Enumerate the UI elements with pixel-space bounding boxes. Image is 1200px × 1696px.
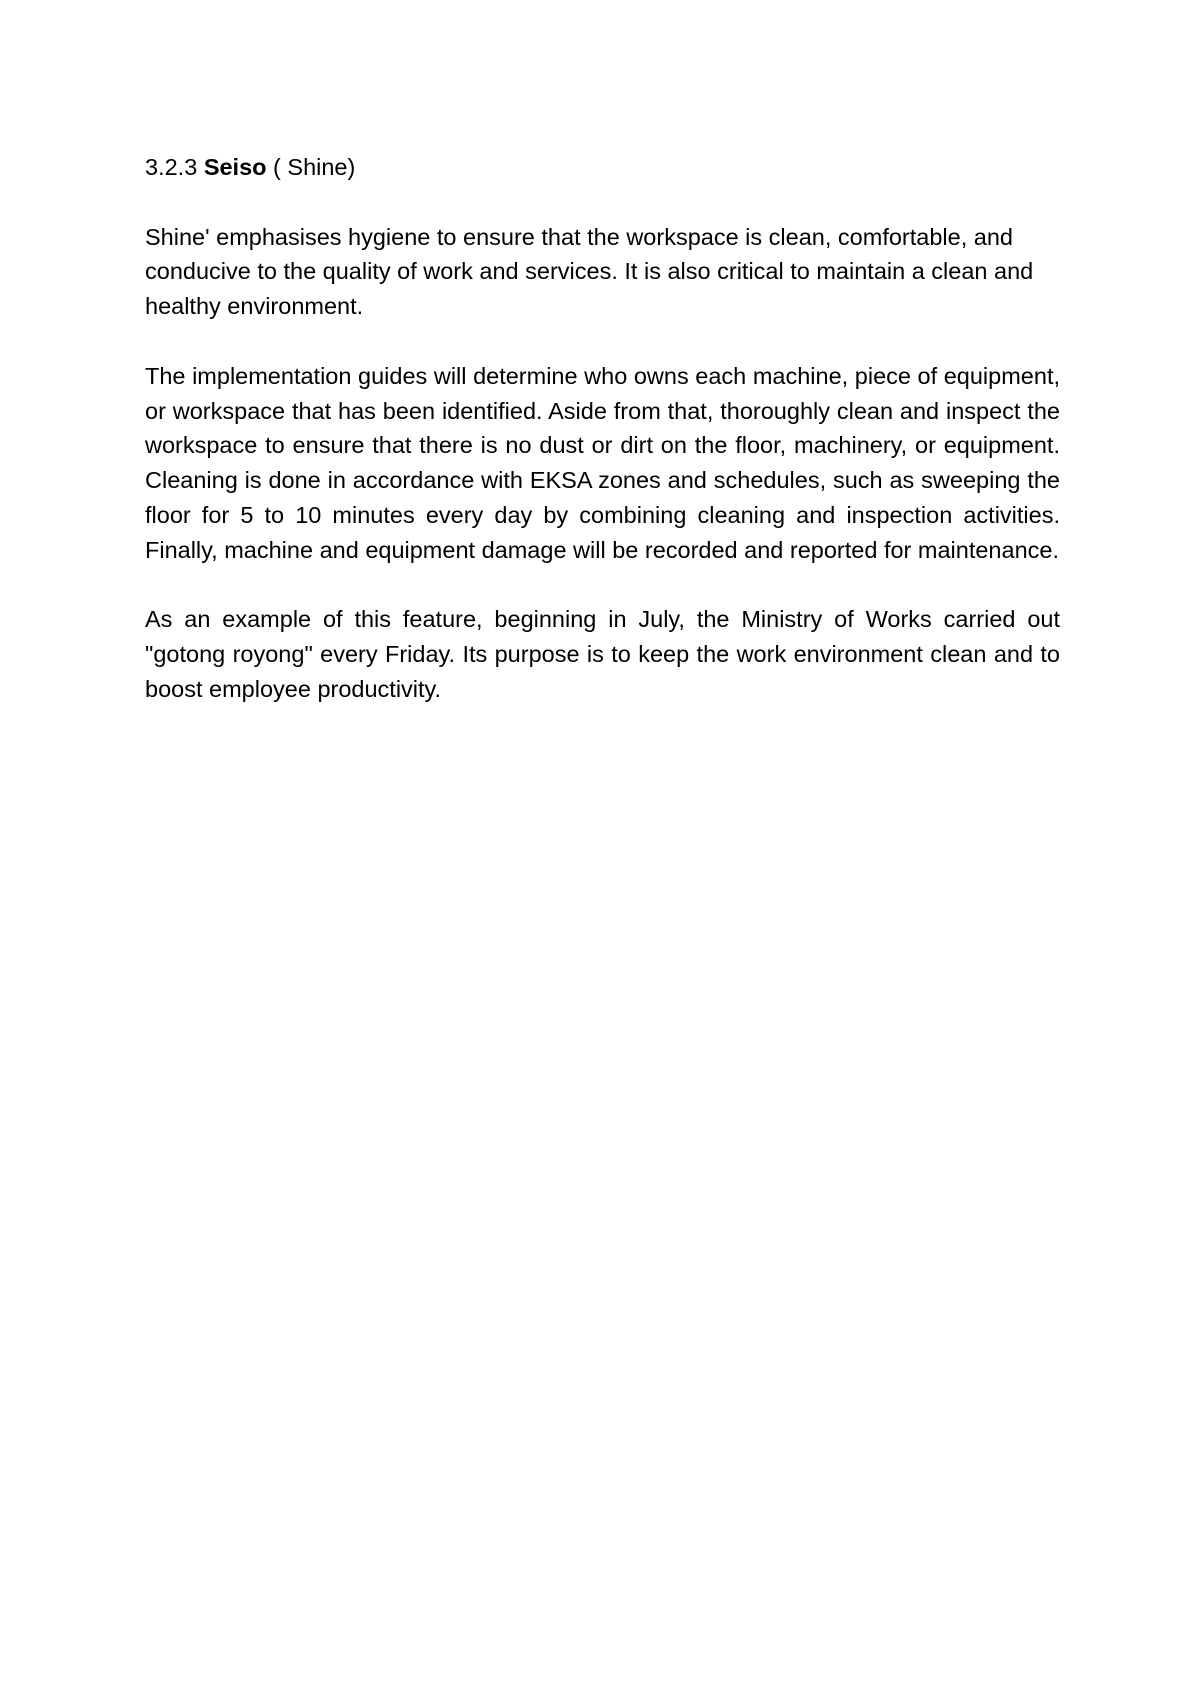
section-number: 3.2.3: [145, 154, 198, 180]
section-title: Seiso: [203, 154, 267, 180]
paragraph-implementation: The implementation guides will determine who owns each machine, piece of equipment, or workspace that has been identified. Aside from that, thoroughly clean and inspect the workspace to ensure that there is no dust or dirt on the floor, machinery, or equipment. Cleaning is done in accordance with EKSA zones and schedules, such as sweeping the floor for 5 to 10 minutes every day by combining cleaning and inspection activities. Finally, machine and equipment damage will be recorded and reported for maintenance.: [145, 362, 1060, 563]
section-heading: [145, 150, 1060, 185]
paragraph-shine-intro: Shine' emphasises hygiene to ensure that the workspace is clean, comfortable, and conducive to the quality of work and services. It is also critical to maintain a clean and healthy environment.: [145, 223, 1034, 320]
document-body: [145, 150, 1060, 742]
section-subtitle: ( Shine): [273, 154, 356, 180]
paragraph-example: As an example of this feature, beginning in July, the Ministry of Works carried out "gotong royong" every Friday. Its purpose is to keep the work environment clean and to boost employee productivity.: [145, 606, 1060, 702]
